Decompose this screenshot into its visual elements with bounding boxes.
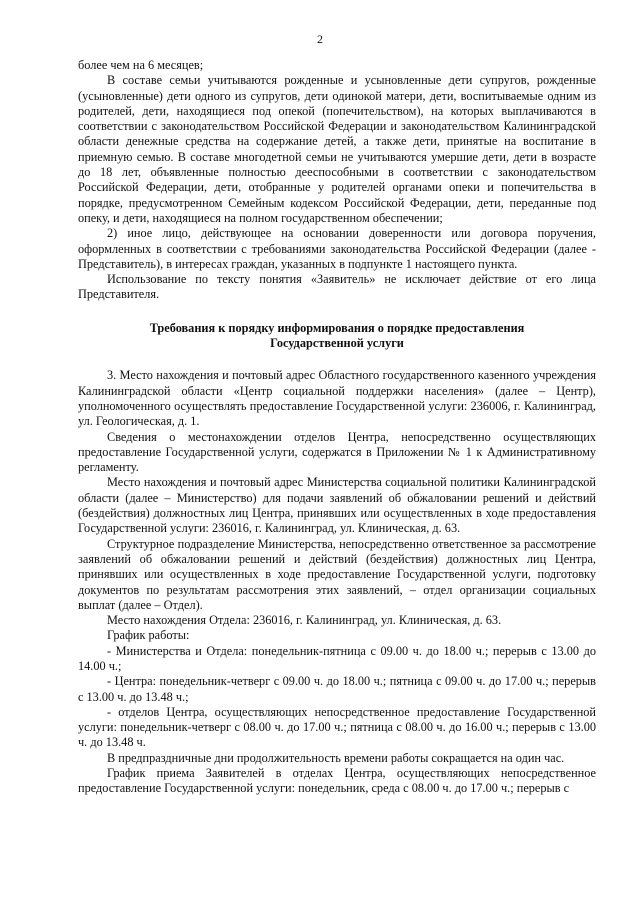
paragraph: 2) иное лицо, действующее на основании доверенности или договора поручения, оформленных в соответствии с требованиями законодательства Российской Федерации (далее - Представитель), в интересах граждан, указанных в подпункте 1 настоящего пункта. bbox=[78, 226, 596, 271]
list-item: - отделов Центра, осуществляющих непосредственное предоставление Государственной услуги: понедельник-четверг с 08.00 ч. до 17.00 ч.; пятница с 08.00 ч. до 16.00 ч.; перерыв с 13.00 ч. до 13.48 ч. bbox=[78, 704, 596, 750]
paragraph: Сведения о местонахождении отделов Центра, непосредственно осуществляющих предоставление Государственной услуги, содержатся в Приложении № 1 к Административному регламенту. bbox=[78, 429, 596, 475]
paragraph: График приема Заявителей в отделах Центра, осуществляющих непосредственное предоставление Государственной услуги: понедельник, среда с 08.00 ч. до 17.00 ч.; перерыв с bbox=[78, 766, 596, 796]
paragraph: Структурное подразделение Министерства, непосредственно ответственное за рассмотрение заявлений об обжаловании решений и действий (бездействия) должностных лиц Центра, принявших или осуществленных в ходе предоставление Государственной услуги, подготовку документов по результатам рассмотрения этих заявлений, – отдел организации социальных выплат (далее – Отдел). bbox=[78, 536, 596, 612]
page-number: 2 bbox=[317, 32, 323, 46]
paragraph: В составе семьи учитываются рожденные и усыновленные дети супругов, рожденные (усыновленные) дети одного из супругов, дети одинокой матери, дети, воспитываемые одним из родителей, дети, находящиеся под опекой (попечительством), на которых выплачиваются в соответствии с законодательством Российской Федерации и законодательством Калининградской области денежные средства на содержание детей, а также дети, принятые на воспитание в приемную семью. В составе многодетной семьи не учитываются умершие дети, дети в возрасте до 18 лет, объявленные полностью дееспособными в соответствии с законодательством Российской Федерации, дети, отобранные у родителей органами опеки и попечительства в порядке, предусмотренном Семейным кодексом Российской Федерации, дети, переданные под опеку, и дети, находящиеся на полном государственном обеспечении; bbox=[78, 73, 596, 225]
document-body bbox=[78, 58, 596, 797]
section-heading bbox=[78, 321, 596, 352]
paragraph: 3. Место нахождения и почтовый адрес Областного государственного казенного учреждения Калининградской области «Центр социальной поддержки населения» (далее – Центр), уполномоченного осуществлять предоставление Государственной услуги: 236006, г. Калининград, ул. Геологическая, д. 1. bbox=[78, 368, 596, 429]
list-item: - Министерства и Отдела: понедельник-пятница с 09.00 ч. до 18.00 ч.; перерыв с 13.00 до 14.00 ч.; bbox=[78, 643, 596, 673]
list-item: - Центра: понедельник-четверг с 09.00 ч. до 18.00 ч.; пятница с 09.00 ч. до 17.00 ч.; перерыв с 13.00 ч. до 13.48 ч.; bbox=[78, 674, 596, 704]
paragraph: Использование по тексту понятия «Заявитель» не исключает действие от его лица Представителя. bbox=[78, 272, 596, 302]
paragraph: График работы: bbox=[107, 628, 190, 643]
paragraph: Место нахождения и почтовый адрес Министерства социальной политики Калининградской области (далее – Министерство) для подачи заявлений об обжаловании решений и действий (бездействия) должностных лиц Центра, принявших или осуществленных в ходе предоставления Государственной услуги: 236016, г. Калининград, ул. Клиническая, д. 63. bbox=[78, 475, 596, 536]
paragraph: В предпраздничные дни продолжительность времени работы сокращается на один час. bbox=[107, 750, 565, 765]
section-heading-line-2: Государственной услуги bbox=[270, 336, 404, 351]
paragraph: Место нахождения Отдела: 236016, г. Калининград, ул. Клиническая, д. 63. bbox=[107, 613, 502, 628]
section-heading-line-1: Требования к порядку информирования о порядке предоставления bbox=[149, 320, 525, 335]
paragraph: более чем на 6 месяцев; bbox=[78, 58, 204, 72]
